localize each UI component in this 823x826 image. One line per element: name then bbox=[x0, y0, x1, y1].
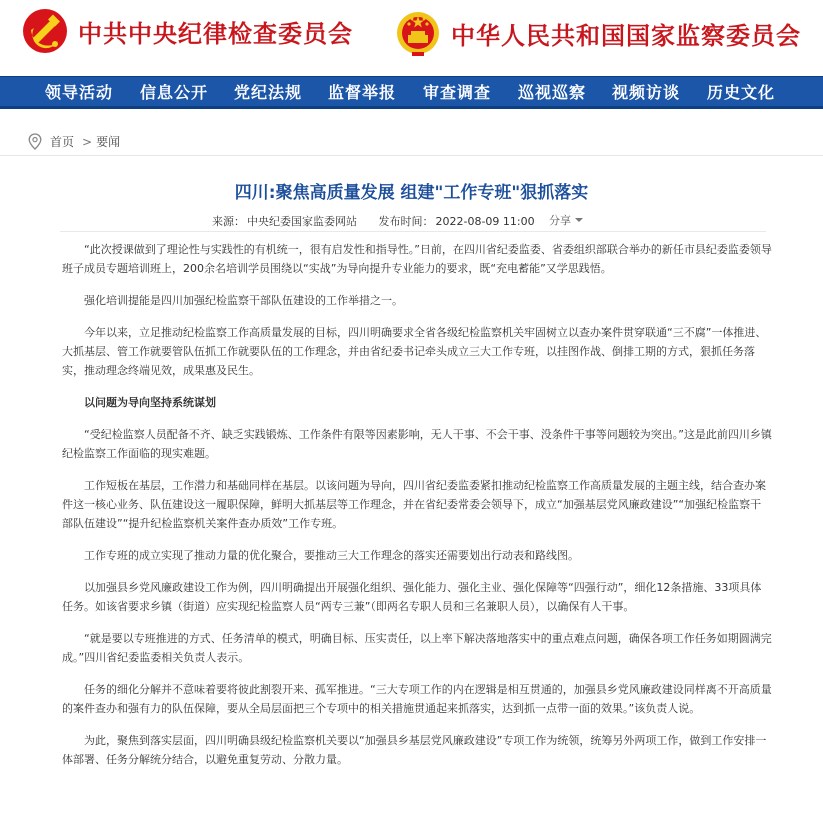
nav-item-regulations[interactable]: 党纪法规 bbox=[234, 83, 303, 102]
article-paragraph: 以加强县乡党风廉政建设工作为例，四川明确提出开展强化组织、强化能力、强化主业、强化保障等“四强行动”，细化12条措施、33项具体任务。如该省要求乡镇（街道）应实现纪检监察人员“两专三兼”（即两名专职人员和三名兼职人员），以确保有人干事。 bbox=[62, 581, 762, 613]
nav-item-video[interactable]: 视频访谈 bbox=[612, 83, 681, 102]
main-nav bbox=[0, 76, 823, 109]
nav-item-leadership[interactable]: 领导活动 bbox=[45, 83, 114, 102]
article-paragraph: 任务的细化分解并不意味着要将彼此割裂开来、孤军推进。“三大专项工作的内在逻辑是相互贯通的，加强县乡党风廉政建设同样离不开高质量的案件查办和强有力的队伍保障，要从全局层面把三个专项中的相关措施贯通起来抓落实，达到抓一点带一面的效果。”该负责人说。 bbox=[62, 683, 772, 715]
nsc-brand[interactable] bbox=[395, 8, 801, 58]
national-emblem-icon bbox=[395, 8, 441, 58]
article-paragraph: “就是要以专班推进的方式、任务清单的模式，明确目标、压实责任，以上率下解决落地落实中的重点难点问题，确保各项工作任务如期圆满完成。”四川省纪委监委相关负责人表示。 bbox=[62, 632, 772, 664]
article-paragraph: “此次授课做到了理论性与实践性的有机统一，很有启发性和指导性。”日前，在四川省纪委监委、省委组织部联合举办的新任市县纪委监委领导班子成员专题培训班上，200余名培训学员围绕以“实战”为导向提升专业能力的要求，既“充电蓄能”又学思践悟。 bbox=[62, 243, 772, 275]
breadcrumb-current-link[interactable]: 要闻 bbox=[96, 135, 121, 149]
nav-item-disclosure[interactable]: 信息公开 bbox=[140, 83, 209, 102]
time-value: 2022-08-09 11:00 bbox=[435, 215, 535, 228]
meta-divider bbox=[60, 231, 766, 232]
share-label: 分享 bbox=[549, 214, 571, 227]
breadcrumb-home-link[interactable]: 首页 bbox=[50, 135, 75, 149]
nav-item-investigation[interactable]: 审查调查 bbox=[423, 83, 492, 102]
article-paragraph: 强化培训提能是四川加强纪检监察干部队伍建设的工作举措之一。 bbox=[84, 294, 403, 307]
breadcrumb-divider bbox=[0, 155, 823, 156]
source-label: 来源： bbox=[212, 215, 245, 228]
article-title: 四川:聚焦高质量发展 组建"工作专班"狠抓落实 bbox=[234, 183, 589, 203]
party-emblem-icon bbox=[22, 8, 68, 54]
article-subheading: 以问题为导向坚持系统谋划 bbox=[84, 396, 216, 409]
ccdi-brand[interactable] bbox=[22, 8, 353, 54]
ccdi-name: 中共中央纪律检查委员会 bbox=[78, 18, 353, 48]
nsc-name: 中华人民共和国国家监察委员会 bbox=[451, 20, 801, 50]
nav-item-culture[interactable]: 历史文化 bbox=[707, 83, 776, 102]
source-value: 中央纪委国家监委网站 bbox=[247, 215, 357, 228]
nav-item-report[interactable]: 监督举报 bbox=[328, 83, 397, 102]
article-paragraph: 为此，聚焦到落实层面，四川明确县级纪检监察机关要以“加强县乡基层党风廉政建设”专项工作为统领，统筹另外两项工作，做到工作安排一体部署、任务分解统分结合，以避免重复劳动、分散力量。 bbox=[62, 734, 767, 766]
caret-down-icon bbox=[575, 218, 583, 222]
article-paragraph: 工作短板在基层，工作潜力和基础同样在基层。以该问题为导向，四川省纪委监委紧扣推动纪检监察工作高质量发展的主题主线，结合查办案件这一核心业务、队伍建设这一履职保障，鲜明大抓基层等工作理念，并在省纪委常委会领导下，成立“加强基层党风廉政建设”“加强纪检监察干部队伍建设”“提升纪检监察机关案件查办质效”工作专班。 bbox=[62, 479, 766, 530]
article-body bbox=[62, 240, 772, 782]
share-button[interactable] bbox=[549, 212, 583, 228]
nav-item-inspection[interactable]: 巡视巡察 bbox=[518, 83, 587, 102]
breadcrumb bbox=[28, 133, 120, 150]
time-label: 发布时间： bbox=[378, 215, 434, 228]
article-paragraph: 工作专班的成立实现了推动力量的优化聚合，要推动三大工作理念的落实还需要划出行动表和路线图。 bbox=[84, 549, 579, 562]
breadcrumb-separator: > bbox=[82, 134, 93, 149]
location-pin-icon bbox=[28, 133, 42, 150]
site-header bbox=[0, 0, 823, 76]
article-paragraph: “受纪检监察人员配备不齐、缺乏实践锻炼、工作条件有限等因素影响，无人干事、不会干事、没条件干事等问题较为突出。”这是此前四川乡镇纪检监察工作面临的现实难题。 bbox=[62, 428, 772, 460]
article-paragraph: 今年以来，立足推动纪检监察工作高质量发展的目标，四川明确要求全省各级纪检监察机关牢固树立以查办案件贯穿联通“三不腐”一体推进、大抓基层、管工作就要管队伍抓工作就要队伍的工作理念，并由省纪委书记牵头成立三大工作专班，以挂图作战、倒排工期的方式，狠抓任务落实，推动理念终端见效，成果惠及民生。 bbox=[62, 326, 767, 377]
article-meta bbox=[212, 213, 537, 229]
